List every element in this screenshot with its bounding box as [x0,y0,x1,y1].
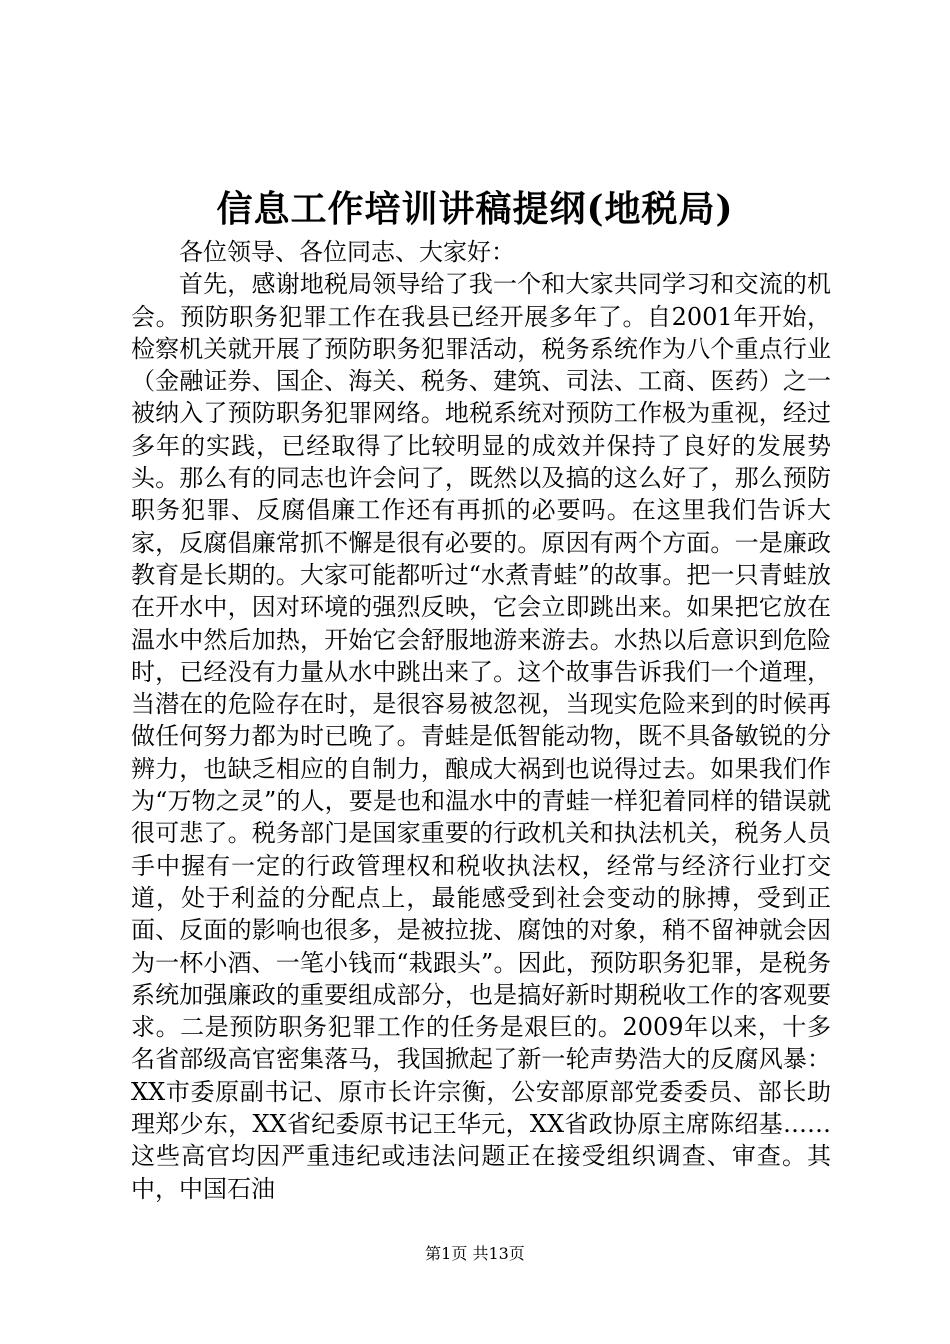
greeting-paragraph: 各位领导、各位同志、大家好： [179,238,515,266]
main-paragraph: 首先，感谢地税局领导给了我一个和大家共同学习和交流的机会。预防职务犯罪工作在我县已经开展多年了。自2001年开始，检察机关就开展了预防职务犯罪活动，税务系统作为八个重点行业（金融证券、国企、海关、税务、建筑、司法、工商、医药）之一被纳入了预防职务犯罪网络。地税系统对预防工作极为重视，经过多年的实践，已经取得了比较明显的成效并保持了良好的发展势头。那么有的同志也许会问了，既然以及搞的这么好了，那么预防职务犯罪、反腐倡廉工作还有再抓的必要吗。在这里我们告诉大家，反腐倡廉常抓不懈是很有必要的。原因有两个方面。一是廉政教育是长期的。大家可能都听过“水煮青蛙”的故事。把一只青蛙放在开水中，因对环境的强烈反映，它会立即跳出来。如果把它放在温水中然后加热，开始它会舒服地游来游去。水热以后意识到危险时，已经没有力量从水中跳出来了。这个故事告诉我们一个道理，当潜在的危险存在时，是很容易被忽视，当现实危险来到的时候再做任何努力都为时已晚了。青蛙是低智能动物，既不具备敏锐的分辨力，也缺乏相应的自制力，酿成大祸到也说得过去。如果我们作为“万物之灵”的人，要是也和温水中的青蛙一样犯着同样的错误就很可悲了。税务部门是国家重要的行政机关和执法机关，税务人员手中握有一定的行政管理权和税收执法权，经常与经济行业打交道，处于利益的分配点上，最能感受到社会变动的脉搏，受到正面、反面的影响也很多，是被拉拢、腐蚀的对象，稍不留神就会因为一杯小酒、一笔小钱而“栽跟头”。因此，预防职务犯罪，是税务系统加强廉政的重要组成部分，也是搞好新时期税收工作的客观要求。二是预防职务犯罪工作的任务是艰巨的。2009年以来，十多名省部级高官密集落马，我国掀起了新一轮声势浩大的反腐风暴：XX市委原副书记、原市长许宗衡，公安部原部党委委员、部长助理郑少东，XX省纪委原书记王华元，XX省政协原主席陈绍基……这些高官均因严重违纪或违法问题正在接受组织调查、审查。其中，中国石油 [131,270,831,1203]
page-footer: 第1页 共13页 [425,1244,525,1263]
document-title: 信息工作培训讲稿提纲(地税局) [216,188,734,230]
document-body [131,236,831,1205]
